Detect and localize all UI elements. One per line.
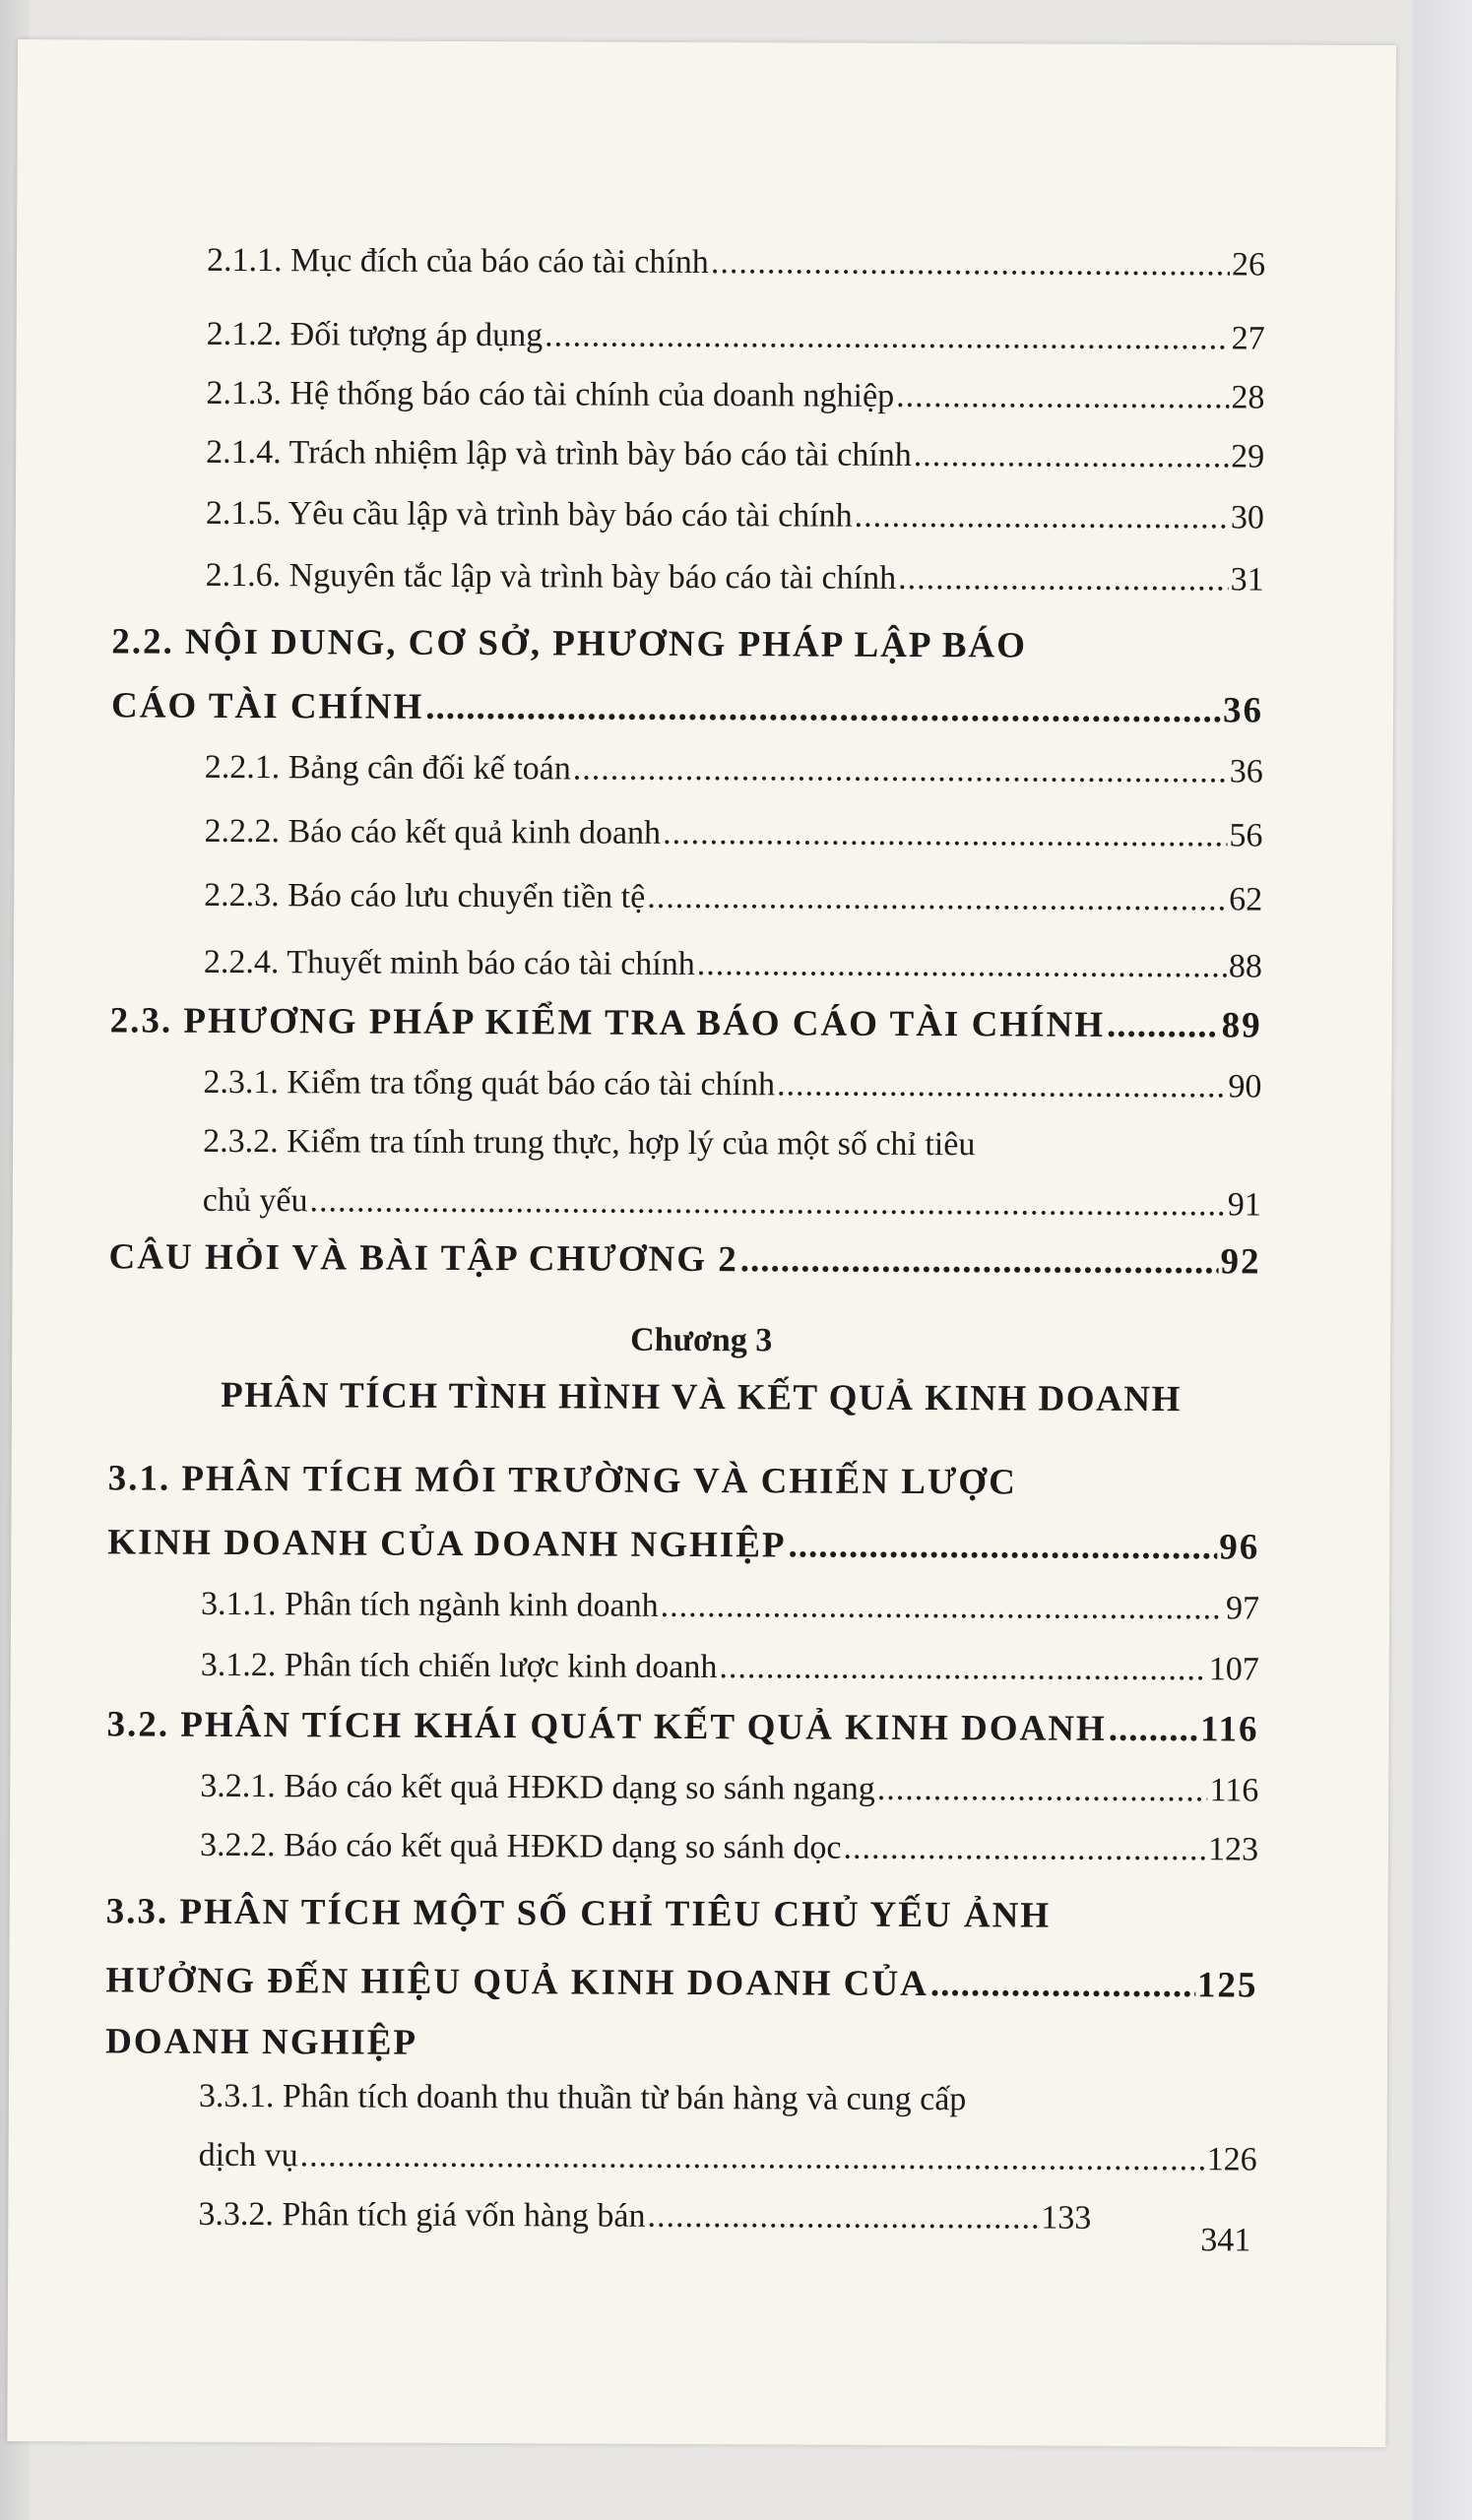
toc-entry-page: 62 <box>1229 881 1263 918</box>
toc-leader-dots <box>843 1830 1206 1869</box>
toc-entry-2-1-5 <box>206 495 1264 537</box>
toc-entry-page: 90 <box>1228 1068 1262 1105</box>
toc-entry-3-3-1-line1: 3.3.1. Phân tích doanh thu thuần từ bán hàng và cung cấp <box>198 2077 967 2118</box>
toc-entry-3-3-1 <box>199 2137 1257 2179</box>
toc-entry-page: 36 <box>1229 753 1263 790</box>
toc-entry-title: 2.1.5. Yêu cầu lập và trình bày báo cáo tài chính <box>205 494 853 535</box>
toc-entry-page: 56 <box>1229 817 1263 854</box>
toc-entry-page: 30 <box>1230 499 1264 536</box>
toc-leader-dots <box>697 946 1227 985</box>
toc-leader-dots <box>309 1182 1225 1224</box>
toc-entry-title: 2.1.2. Đối tượng áp dụng <box>206 315 544 354</box>
toc-entry-title: 3.2. PHÂN TÍCH KHÁI QUÁT KẾT QUẢ KINH DOANH <box>106 1704 1107 1749</box>
toc-entry-title: 3.2.2. Báo cáo kết quả HĐKD dạng so sánh dọc <box>199 1826 842 1866</box>
toc-section-3-1-line1: 3.1. PHÂN TÍCH MÔI TRƯỜNG VÀ CHIẾN LƯỢC <box>107 1458 1017 1503</box>
toc-entry-2-1-6 <box>206 557 1264 599</box>
toc-entry-title: 2.3.1. Kiểm tra tổng quát báo cáo tài chính <box>203 1063 776 1103</box>
toc-leader-dots <box>573 750 1228 790</box>
toc-entry-page: 31 <box>1230 561 1264 598</box>
toc-leader-dots <box>300 2137 1205 2178</box>
toc-entry-title: 3.1.2. Phân tích chiến lược kinh doanh <box>200 1646 718 1686</box>
toc-entry-2-2-3 <box>204 877 1262 919</box>
toc-entry-page: 29 <box>1231 438 1265 475</box>
toc-leader-dots <box>877 1771 1208 1809</box>
toc-section-3-1 <box>107 1521 1259 1568</box>
toc-entry-page: 125 <box>1196 1965 1258 2006</box>
toc-leader-dots <box>647 2198 1039 2237</box>
toc-entry-2-3-1 <box>203 1064 1261 1106</box>
toc-leader-dots <box>740 1238 1219 1283</box>
toc-entry-page: 133 <box>1041 2199 1092 2236</box>
toc-entry-title: 3.2.1. Báo cáo kết quả HĐKD dạng so sánh ngang <box>200 1767 875 1807</box>
toc-section-3-2 <box>106 1703 1258 1750</box>
toc-leader-dots <box>914 437 1229 475</box>
toc-entry-2-2-1 <box>205 749 1263 791</box>
toc-leader-dots <box>1107 1004 1220 1046</box>
toc-entry-title: 2.1.4. Trách nhiệm lập và trình bày báo cáo tài chính <box>206 433 912 473</box>
toc-section-2-2 <box>111 684 1263 731</box>
toc-entry-page: 36 <box>1222 690 1264 731</box>
toc-entry-page: 97 <box>1225 1590 1260 1627</box>
toc-entry-page: 26 <box>1231 246 1266 284</box>
toc-section-3-3 <box>105 1959 1257 2006</box>
toc-leader-dots <box>1109 1708 1198 1750</box>
toc-entry-3-1-2 <box>201 1647 1259 1689</box>
toc-questions-chapter-2 <box>109 1235 1261 1283</box>
toc-entry-page: 92 <box>1220 1241 1261 1283</box>
toc-entry-2-3-2-line1: 2.3.2. Kiểm tra tính trung thực, hợp lý của một số chỉ tiêu <box>203 1122 976 1164</box>
chapter-title: PHÂN TÍCH TÌNH HÌNH VÀ KẾT QUẢ KINH DOANH <box>221 1374 1182 1420</box>
toc-entry-2-1-3 <box>206 375 1264 417</box>
toc-leader-dots <box>544 317 1230 357</box>
toc-entry-page: 27 <box>1231 320 1265 357</box>
toc-entry-page: 89 <box>1221 1005 1262 1046</box>
toc-entry-3-2-2 <box>200 1827 1258 1869</box>
toc-entry-title: 3.1.1. Phân tích ngành kinh doanh <box>200 1585 659 1624</box>
toc-leader-dots <box>719 1649 1207 1688</box>
toc-section-2-2-line1: 2.2. NỘI DUNG, CƠ SỞ, PHƯƠNG PHÁP LẬP BÁO <box>111 621 1028 666</box>
toc-entry-2-1-1 <box>207 242 1265 284</box>
toc-leader-dots <box>898 560 1229 598</box>
toc-entry-3-2-1 <box>200 1768 1258 1810</box>
toc-leader-dots <box>647 879 1227 919</box>
toc-leader-dots <box>896 378 1229 416</box>
toc-entry-title: 2.1.3. Hệ thống báo cáo tài chính của doanh nghiệp <box>206 374 895 414</box>
background-surface <box>1413 0 1472 2520</box>
page-number: 341 <box>1200 2222 1251 2259</box>
toc-leader-dots <box>711 244 1230 284</box>
toc-entry-page: 28 <box>1231 379 1265 416</box>
toc-leader-dots <box>425 686 1221 732</box>
toc-entry-3-3-2 <box>198 2196 1091 2237</box>
toc-entry-page: 107 <box>1208 1651 1259 1688</box>
toc-entry-title: 2.2.1. Bảng cân đối kế toán <box>204 748 571 788</box>
toc-entry-page: 96 <box>1219 1527 1260 1568</box>
toc-entry-3-1-1 <box>201 1586 1259 1628</box>
toc-leader-dots <box>855 498 1229 537</box>
toc-entry-title: 2.1.1. Mục đích của báo cáo tài chính <box>206 241 709 282</box>
toc-entry-2-2-2 <box>204 813 1262 855</box>
toc-entry-title: KINH DOANH CỦA DOANH NGHIỆP <box>107 1522 787 1566</box>
toc-leader-dots <box>777 1066 1226 1105</box>
toc-entry-page: 126 <box>1206 2141 1257 2178</box>
toc-section-3-3-line3: DOANH NGHIỆP <box>105 2021 418 2063</box>
toc-entry-page: 88 <box>1228 948 1262 985</box>
toc-entry-title: 2.2.4. Thuyết minh báo cáo tài chính <box>203 943 695 983</box>
toc-entry-title: chủ yếu <box>202 1181 308 1220</box>
toc-entry-title: CÁO TÀI CHÍNH <box>110 685 424 727</box>
toc-entry-title: 3.3.2. Phân tích giá vốn hàng bán <box>198 2195 646 2235</box>
toc-entry-title: CÂU HỎI VÀ BÀI TẬP CHƯƠNG 2 <box>108 1236 738 1281</box>
toc-entry-2-3-2 <box>203 1182 1261 1225</box>
book-page <box>7 39 1396 2447</box>
toc-leader-dots <box>661 1588 1225 1627</box>
toc-entry-page: 116 <box>1199 1709 1259 1750</box>
toc-leader-dots <box>663 815 1228 855</box>
toc-entry-title: 2.2.2. Báo cáo kết quả kinh doanh <box>204 812 662 851</box>
toc-section-2-3 <box>110 999 1262 1046</box>
toc-entry-2-1-4 <box>206 434 1264 476</box>
toc-entry-page: 116 <box>1209 1772 1259 1809</box>
toc-leader-dots <box>930 1963 1195 2006</box>
toc-entry-title: HƯỞNG ĐẾN HIỆU QUẢ KINH DOANH CỦA <box>105 1960 928 2005</box>
toc-entry-2-2-4 <box>204 944 1262 986</box>
toc-entry-title: dịch vụ <box>198 2136 298 2174</box>
toc-entry-page: 91 <box>1227 1186 1261 1224</box>
toc-leader-dots <box>788 1524 1217 1568</box>
toc-section-3-3-line1: 3.3. PHÂN TÍCH MỘT SỐ CHỈ TIÊU CHỦ YẾU ẢNH <box>105 1891 1052 1936</box>
toc-entry-title: 2.3. PHƯƠNG PHÁP KIỂM TRA BÁO CÁO TÀI CHÍNH <box>109 1000 1106 1045</box>
table-of-contents <box>7 39 1396 2447</box>
chapter-label: Chương 3 <box>630 1321 773 1359</box>
toc-entry-page: 123 <box>1207 1831 1259 1868</box>
toc-entry-title: 2.2.3. Báo cáo lưu chuyển tiền tệ <box>204 876 646 915</box>
toc-entry-2-1-2 <box>207 316 1265 358</box>
toc-entry-title: 2.1.6. Nguyên tắc lập và trình bày báo cáo tài chính <box>205 556 897 597</box>
